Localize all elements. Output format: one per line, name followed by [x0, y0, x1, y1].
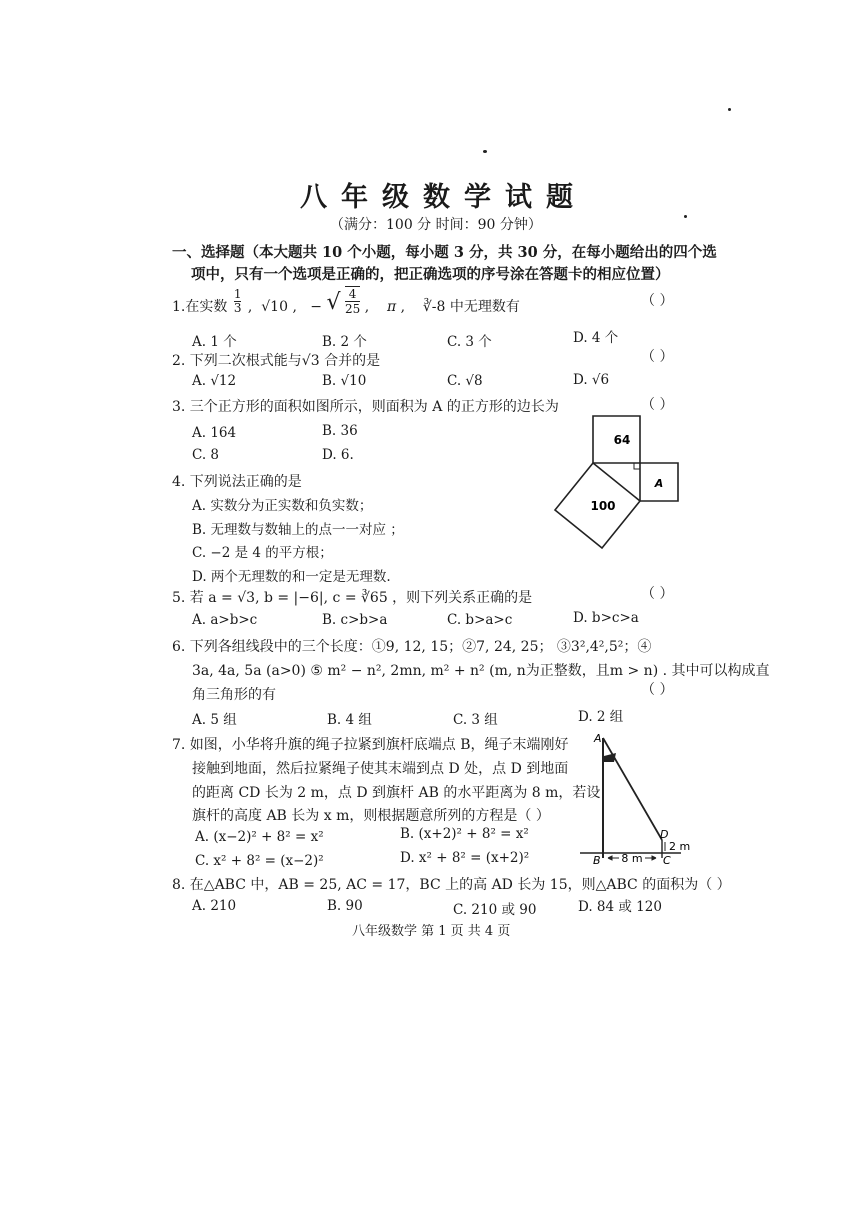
option-d: D. x² + 8² = (x+2)² — [400, 850, 530, 866]
question-1: 1.在实数 $\frac{1}{3}$ , √10 , − √ $\frac{4}{25}$ , π , ∛-8 中无理数有 — [172, 286, 520, 316]
option-b: B. c>b>a — [322, 612, 388, 628]
option-a: A. (x−2)² + 8² = x² — [195, 829, 324, 845]
answer-paren: （ ） — [641, 586, 674, 602]
question-7-line2: 接触到地面，然后拉紧绳子使其末端到点 D 处，点 D 到地面 — [192, 761, 569, 777]
label-a: A — [654, 477, 664, 490]
option-b: B. (x+2)² + 8² = x² — [400, 826, 529, 842]
cube-root-neg8: ∛-8 — [422, 299, 446, 315]
label-100: 100 — [590, 499, 616, 513]
rope-ad — [603, 738, 662, 840]
option-a: A. 实数分为正实数和负实数； — [192, 498, 373, 514]
option-c: C. √8 — [447, 373, 483, 389]
q1-suffix: 中无理数有 — [449, 299, 520, 315]
option-c: C. 3 组 — [453, 712, 498, 728]
label-a: A — [594, 732, 602, 745]
option-a: A. √12 — [192, 373, 237, 389]
option-a: A. 164 — [192, 425, 237, 441]
section-heading-cont: 项中，只有一个选项是正确的，把正确选项的序号涂在答题卡的相应位置） — [191, 266, 670, 283]
option-d: D. 两个无理数的和一定是无理数. — [192, 569, 391, 585]
question-2: 2. 下列二次根式能与√3 合并的是 — [172, 353, 381, 369]
right-angle-mark — [634, 463, 640, 469]
scan-speck — [728, 108, 731, 111]
question-7-line4: 旗杆的高度 AB 长为 x m，则根据题意所列的方程是（ ） — [192, 808, 550, 824]
option-c: C. −2 是 4 的平方根； — [192, 545, 333, 561]
label-d: D — [660, 828, 669, 841]
page-title: 八年级数学试题 — [300, 182, 587, 213]
section-heading: 一、选择题（本大题共 10 个小题，每小题 3 分，共 30 分，在每小题给出的四个选 — [172, 244, 717, 261]
option-b: B. 36 — [322, 423, 358, 439]
numerator: 4 — [345, 287, 360, 302]
flagpole-figure — [576, 730, 700, 870]
option-c: C. 8 — [192, 447, 220, 463]
label-c: C — [663, 854, 671, 867]
page-footer: 八年级数学 第 1 页 共 4 页 — [352, 924, 511, 939]
question-6-line2: 3a, 4a, 5a (a>0) ⑤ m² − n², 2mn, m² + n² (m, n为正整数，且m > n) . 其中可以构成直 — [192, 663, 770, 679]
denominator: 25 — [344, 302, 361, 316]
answer-paren: （ ） — [641, 397, 674, 413]
scan-speck — [483, 150, 487, 153]
fraction-four-25 — [345, 286, 360, 316]
question-3: 3. 三个正方形的面积如图所示，则面积为 A 的正方形的边长为 — [172, 399, 559, 415]
label-2m: 2 m — [669, 840, 691, 853]
denominator: 3 — [233, 300, 242, 315]
option-d: D. 6. — [322, 447, 354, 463]
option-c: C. b>a>c — [447, 612, 513, 628]
squares-figure — [550, 400, 690, 560]
option-c: C. 210 或 90 — [453, 902, 537, 918]
answer-paren: （ ） — [641, 682, 674, 698]
option-d: D. √6 — [573, 372, 610, 388]
question-8: 8. 在△ABC 中，AB = 25, AC = 17，BC 上的高 AD 长为 15，则△ABC 的面积为（ ） — [172, 877, 731, 893]
option-c: C. 3 个 — [447, 334, 492, 350]
option-d: D. b>c>a — [573, 610, 639, 626]
option-d: D. 4 个 — [573, 330, 619, 346]
sqrt-sign: √ — [326, 290, 341, 315]
flag-icon — [604, 753, 616, 762]
option-a: A. 1 个 — [192, 334, 237, 350]
q1-prefix: 1.在实数 — [172, 299, 228, 315]
question-7-line1: 7. 如图，小华将升旗的绳子拉紧到旗杆底端点 B，绳子末端刚好 — [172, 737, 569, 753]
option-d: D. 2 组 — [578, 709, 624, 725]
option-d: D. 84 或 120 — [578, 899, 662, 915]
option-a: A. 5 组 — [192, 712, 237, 728]
pi: π — [386, 299, 397, 315]
option-a: A. 210 — [192, 898, 237, 914]
label-64: 64 — [613, 433, 631, 447]
option-b: B. √10 — [322, 373, 367, 389]
question-5: 5. 若 a = √3, b = |−6|, c = ∛65 ，则下列关系正确的是 — [172, 590, 533, 606]
sqrt-10: √10 — [261, 299, 289, 315]
fraction-one-third — [234, 288, 242, 315]
option-b: B. 90 — [327, 898, 363, 914]
exam-info: （满分：100 分 时间：90 分钟） — [330, 217, 542, 233]
question-6-line3: 角三角形的有 — [192, 687, 276, 703]
option-b: B. 2 个 — [322, 334, 367, 350]
option-b: B. 无理数与数轴上的点一一对应 ； — [192, 522, 404, 538]
option-b: B. 4 组 — [327, 712, 372, 728]
option-c: C. x² + 8² = (x−2)² — [195, 853, 324, 869]
question-4: 4. 下列说法正确的是 — [172, 474, 302, 490]
minus-sign: − — [310, 299, 323, 315]
option-a: A. a>b>c — [192, 612, 258, 628]
question-7-line3: 的距离 CD 长为 2 m，点 D 到旗杆 AB 的水平距离为 8 m，若设 — [192, 785, 601, 801]
answer-paren: （ ） — [641, 293, 674, 309]
label-8m: 8 m — [621, 852, 643, 865]
numerator: 1 — [233, 286, 242, 301]
scan-speck — [684, 215, 687, 218]
answer-paren: （ ） — [641, 349, 674, 365]
question-6-line1: 6. 下列各组线段中的三个长度：①9, 12, 15；②7, 24, 25； ③3²,4²,5²；④ — [172, 639, 652, 655]
label-b: B — [593, 854, 601, 867]
